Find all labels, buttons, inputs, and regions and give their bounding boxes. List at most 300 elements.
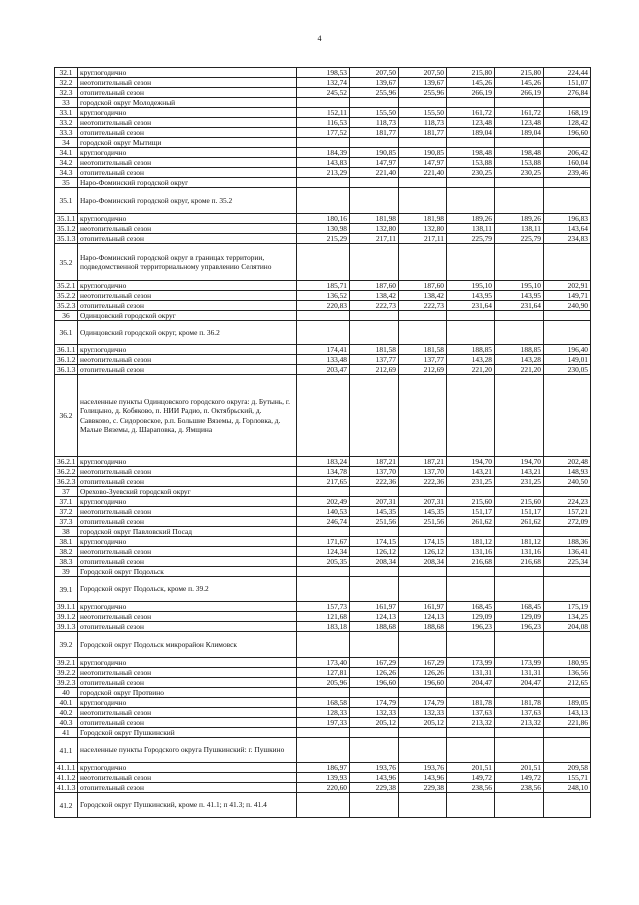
row-value: 147,97 — [350, 158, 399, 168]
row-number: 38 — [55, 527, 78, 537]
row-value — [544, 632, 591, 658]
row-number: 35.2.1 — [55, 281, 78, 291]
row-value: 137,63 — [447, 708, 495, 718]
row-value — [447, 321, 495, 345]
row-number: 39.1.2 — [55, 612, 78, 622]
row-value: 145,26 — [447, 78, 495, 88]
row-value: 131,31 — [495, 668, 544, 678]
row-value: 255,96 — [399, 88, 447, 98]
row-value: 123,48 — [495, 118, 544, 128]
row-value — [447, 487, 495, 497]
row-value: 157,73 — [297, 602, 350, 612]
row-value — [350, 567, 399, 577]
row-value: 246,74 — [297, 517, 350, 527]
row-value: 198,48 — [447, 148, 495, 158]
row-name: неотопительный сезон — [78, 158, 297, 168]
row-name: круглогодично — [78, 68, 297, 78]
row-value — [350, 311, 399, 321]
row-number: 37.2 — [55, 507, 78, 517]
row-value: 155,50 — [399, 108, 447, 118]
row-name: населенные пункты Городского округа Пушкинский: г. Пушкино — [78, 738, 297, 763]
row-value: 131,16 — [447, 547, 495, 557]
row-value: 181,58 — [350, 345, 399, 355]
row-value: 206,42 — [544, 148, 591, 158]
row-value: 116,53 — [297, 118, 350, 128]
row-value — [495, 738, 544, 763]
table-row — [55, 678, 591, 688]
row-value: 181,77 — [350, 128, 399, 138]
row-value: 207,31 — [399, 497, 447, 507]
table-row — [55, 321, 591, 345]
row-value: 161,97 — [399, 602, 447, 612]
row-value: 167,29 — [350, 658, 399, 668]
row-value: 234,83 — [544, 234, 591, 244]
row-value: 153,88 — [495, 158, 544, 168]
row-value — [350, 793, 399, 818]
row-value: 124,34 — [297, 547, 350, 557]
row-value: 181,98 — [350, 214, 399, 224]
row-value: 123,48 — [447, 118, 495, 128]
row-value: 198,53 — [297, 68, 350, 78]
row-value: 225,79 — [495, 234, 544, 244]
row-name: Орехово-Зуевский городской округ — [78, 487, 297, 497]
row-value: 149,72 — [447, 773, 495, 783]
row-number: 41 — [55, 728, 78, 738]
row-value: 187,21 — [350, 457, 399, 467]
row-value — [297, 577, 350, 602]
row-number: 39.1 — [55, 577, 78, 602]
row-value — [495, 98, 544, 108]
row-value — [399, 738, 447, 763]
row-number: 34.1 — [55, 148, 78, 158]
row-value: 220,60 — [297, 783, 350, 793]
row-value — [350, 728, 399, 738]
row-value: 134,78 — [297, 467, 350, 477]
row-value — [544, 244, 591, 281]
row-value: 132,80 — [399, 224, 447, 234]
row-value: 152,11 — [297, 108, 350, 118]
row-number: 37.3 — [55, 517, 78, 527]
table-row — [55, 108, 591, 118]
row-value — [544, 188, 591, 214]
row-name: круглогодично — [78, 537, 297, 547]
row-number: 39.1.3 — [55, 622, 78, 632]
row-number: 39.2.3 — [55, 678, 78, 688]
row-value: 198,48 — [495, 148, 544, 158]
row-value: 251,56 — [350, 517, 399, 527]
row-number: 35 — [55, 178, 78, 188]
tariff-table — [54, 67, 591, 818]
row-value: 222,36 — [399, 477, 447, 487]
table-row — [55, 138, 591, 148]
table-row — [55, 128, 591, 138]
row-value: 137,63 — [495, 708, 544, 718]
row-value — [399, 688, 447, 698]
row-number: 36.2.1 — [55, 457, 78, 467]
row-value — [350, 375, 399, 457]
row-value: 261,62 — [447, 517, 495, 527]
row-number: 33.2 — [55, 118, 78, 128]
row-value: 133,48 — [297, 355, 350, 365]
table-row — [55, 507, 591, 517]
row-value: 136,52 — [297, 291, 350, 301]
table-row — [55, 244, 591, 281]
row-value: 143,13 — [544, 708, 591, 718]
row-value: 148,93 — [544, 467, 591, 477]
row-value — [350, 321, 399, 345]
table-row — [55, 773, 591, 783]
table-row — [55, 477, 591, 487]
row-value: 174,41 — [297, 345, 350, 355]
row-name: неотопительный сезон — [78, 78, 297, 88]
row-value — [350, 188, 399, 214]
row-value: 180,16 — [297, 214, 350, 224]
row-value: 212,69 — [399, 365, 447, 375]
row-value: 174,15 — [350, 537, 399, 547]
row-value — [495, 728, 544, 738]
row-number: 40.1 — [55, 698, 78, 708]
table-row — [55, 98, 591, 108]
row-name: отопительный сезон — [78, 301, 297, 311]
row-number: 40 — [55, 688, 78, 698]
table-row — [55, 224, 591, 234]
row-value: 151,07 — [544, 78, 591, 88]
row-value: 132,33 — [399, 708, 447, 718]
row-value: 173,40 — [297, 658, 350, 668]
tariff-table-body — [55, 68, 591, 818]
table-row — [55, 178, 591, 188]
row-value: 161,97 — [350, 602, 399, 612]
row-number: 35.1 — [55, 188, 78, 214]
row-value: 221,40 — [399, 168, 447, 178]
row-name: неотопительный сезон — [78, 708, 297, 718]
row-value: 153,88 — [447, 158, 495, 168]
row-value: 245,52 — [297, 88, 350, 98]
row-number: 33.3 — [55, 128, 78, 138]
row-value — [447, 577, 495, 602]
table-row — [55, 281, 591, 291]
row-value: 145,35 — [350, 507, 399, 517]
row-name: городской округ Павловский Посад — [78, 527, 297, 537]
row-value: 195,10 — [447, 281, 495, 291]
row-value: 276,84 — [544, 88, 591, 98]
row-number: 38.2 — [55, 547, 78, 557]
row-value: 204,08 — [544, 622, 591, 632]
row-value: 196,60 — [544, 128, 591, 138]
table-row — [55, 783, 591, 793]
row-value: 174,79 — [399, 698, 447, 708]
row-value: 215,29 — [297, 234, 350, 244]
row-name: неотопительный сезон — [78, 118, 297, 128]
row-value — [447, 738, 495, 763]
table-row — [55, 718, 591, 728]
row-value: 137,77 — [350, 355, 399, 365]
row-name: отопительный сезон — [78, 168, 297, 178]
row-name: отопительный сезон — [78, 88, 297, 98]
row-value: 201,51 — [447, 763, 495, 773]
row-value: 189,26 — [495, 214, 544, 224]
row-number: 34.2 — [55, 158, 78, 168]
table-row — [55, 728, 591, 738]
row-value: 222,73 — [350, 301, 399, 311]
row-value: 157,21 — [544, 507, 591, 517]
row-name: круглогодично — [78, 281, 297, 291]
row-value: 124,13 — [350, 612, 399, 622]
row-value — [399, 244, 447, 281]
row-name: неотопительный сезон — [78, 355, 297, 365]
row-value: 224,23 — [544, 497, 591, 507]
row-value: 215,80 — [495, 68, 544, 78]
row-value — [544, 567, 591, 577]
row-value: 196,23 — [447, 622, 495, 632]
row-value: 212,69 — [350, 365, 399, 375]
row-value: 212,65 — [544, 678, 591, 688]
row-value: 215,80 — [447, 68, 495, 78]
row-number: 37.1 — [55, 497, 78, 507]
row-value: 175,19 — [544, 602, 591, 612]
row-number: 38.3 — [55, 557, 78, 567]
row-value — [297, 311, 350, 321]
row-value: 240,90 — [544, 301, 591, 311]
row-value: 139,67 — [399, 78, 447, 88]
row-value: 180,95 — [544, 658, 591, 668]
table-row — [55, 602, 591, 612]
row-name: отопительный сезон — [78, 234, 297, 244]
table-row — [55, 311, 591, 321]
row-name: Городской округ Подольск — [78, 567, 297, 577]
row-value: 231,64 — [495, 301, 544, 311]
row-name: отопительный сезон — [78, 365, 297, 375]
table-row — [55, 632, 591, 658]
row-value — [495, 138, 544, 148]
row-value: 222,36 — [350, 477, 399, 487]
row-value: 132,80 — [350, 224, 399, 234]
row-value: 143,96 — [350, 773, 399, 783]
row-value — [399, 632, 447, 658]
row-value: 222,73 — [399, 301, 447, 311]
row-value: 238,56 — [495, 783, 544, 793]
row-number: 36.2 — [55, 375, 78, 457]
row-value — [297, 178, 350, 188]
row-value: 205,96 — [297, 678, 350, 688]
row-value: 126,26 — [399, 668, 447, 678]
row-value: 132,74 — [297, 78, 350, 88]
row-number: 41.1.1 — [55, 763, 78, 773]
table-row — [55, 658, 591, 668]
row-value — [495, 178, 544, 188]
row-value: 118,73 — [350, 118, 399, 128]
row-value: 130,98 — [297, 224, 350, 234]
row-number: 35.1.1 — [55, 214, 78, 224]
row-name: неотопительный сезон — [78, 773, 297, 783]
page-number: 4 — [317, 34, 322, 43]
row-number: 40.3 — [55, 718, 78, 728]
row-value: 189,04 — [495, 128, 544, 138]
row-name: круглогодично — [78, 214, 297, 224]
table-row — [55, 365, 591, 375]
row-value: 189,04 — [447, 128, 495, 138]
row-value — [350, 577, 399, 602]
row-value: 185,71 — [297, 281, 350, 291]
row-value — [399, 728, 447, 738]
table-row — [55, 698, 591, 708]
row-value — [447, 178, 495, 188]
row-value: 173,99 — [495, 658, 544, 668]
row-name: неотопительный сезон — [78, 547, 297, 557]
row-value: 215,60 — [447, 497, 495, 507]
row-value — [399, 793, 447, 818]
row-value: 189,05 — [544, 698, 591, 708]
row-name: Наро-Фоминский городской округ в границах территории, подведомственной территориальному управлению Селятино — [78, 244, 297, 281]
row-value: 220,83 — [297, 301, 350, 311]
row-value — [544, 178, 591, 188]
row-value: 202,48 — [544, 457, 591, 467]
row-value — [544, 738, 591, 763]
row-value — [399, 98, 447, 108]
row-value: 181,58 — [399, 345, 447, 355]
row-value: 184,39 — [297, 148, 350, 158]
row-value: 131,16 — [495, 547, 544, 557]
row-value: 134,25 — [544, 612, 591, 622]
row-value: 251,56 — [399, 517, 447, 527]
row-value — [447, 632, 495, 658]
table-row — [55, 793, 591, 818]
row-value: 205,12 — [350, 718, 399, 728]
row-value: 266,19 — [447, 88, 495, 98]
row-value — [447, 98, 495, 108]
row-value: 137,70 — [350, 467, 399, 477]
row-number: 34.3 — [55, 168, 78, 178]
row-value: 248,10 — [544, 783, 591, 793]
table-row — [55, 708, 591, 718]
row-value: 221,40 — [350, 168, 399, 178]
row-name: круглогодично — [78, 457, 297, 467]
row-value — [544, 321, 591, 345]
row-value: 196,40 — [544, 345, 591, 355]
row-value: 181,78 — [447, 698, 495, 708]
row-value: 186,97 — [297, 763, 350, 773]
row-value — [447, 244, 495, 281]
table-row — [55, 537, 591, 547]
row-value: 188,36 — [544, 537, 591, 547]
row-value — [350, 632, 399, 658]
row-value: 190,85 — [399, 148, 447, 158]
row-value — [495, 567, 544, 577]
row-name: неотопительный сезон — [78, 224, 297, 234]
row-name: Одинцовский городской округ, кроме п. 36.2 — [78, 321, 297, 345]
row-value: 143,95 — [447, 291, 495, 301]
row-value — [399, 178, 447, 188]
row-number: 35.2.3 — [55, 301, 78, 311]
row-value: 195,10 — [495, 281, 544, 291]
row-value: 216,68 — [495, 557, 544, 567]
row-value — [297, 632, 350, 658]
row-value: 231,25 — [447, 477, 495, 487]
row-value: 205,12 — [399, 718, 447, 728]
row-number: 41.1.3 — [55, 783, 78, 793]
row-value: 240,50 — [544, 477, 591, 487]
row-value — [447, 527, 495, 537]
row-value: 129,09 — [447, 612, 495, 622]
row-value: 137,70 — [399, 467, 447, 477]
table-row — [55, 214, 591, 224]
row-value — [297, 138, 350, 148]
table-row — [55, 188, 591, 214]
row-value — [495, 311, 544, 321]
row-value: 128,33 — [297, 708, 350, 718]
row-number: 32.1 — [55, 68, 78, 78]
row-value: 136,41 — [544, 547, 591, 557]
row-name: отопительный сезон — [78, 477, 297, 487]
table-row — [55, 301, 591, 311]
row-value: 138,11 — [495, 224, 544, 234]
row-value: 128,42 — [544, 118, 591, 128]
row-name: городской округ Молодежный — [78, 98, 297, 108]
row-value: 181,12 — [447, 537, 495, 547]
row-value: 147,97 — [399, 158, 447, 168]
row-value — [447, 188, 495, 214]
row-value — [297, 728, 350, 738]
row-value: 230,05 — [544, 365, 591, 375]
row-value — [447, 688, 495, 698]
row-number: 39.2 — [55, 632, 78, 658]
row-value: 126,12 — [399, 547, 447, 557]
row-value: 171,67 — [297, 537, 350, 547]
row-value: 272,09 — [544, 517, 591, 527]
row-value: 238,56 — [447, 783, 495, 793]
row-name: городской округ Мытищи — [78, 138, 297, 148]
row-value: 190,85 — [350, 148, 399, 158]
row-value — [495, 244, 544, 281]
row-name: Городской округ Пушкинский, кроме п. 41.1; п 41.3; п. 41.4 — [78, 793, 297, 818]
row-value: 229,38 — [399, 783, 447, 793]
row-value: 181,78 — [495, 698, 544, 708]
row-value: 138,42 — [350, 291, 399, 301]
row-value: 230,25 — [447, 168, 495, 178]
row-name: неотопительный сезон — [78, 291, 297, 301]
row-number: 41.1.2 — [55, 773, 78, 783]
row-value — [544, 688, 591, 698]
row-name: круглогодично — [78, 345, 297, 355]
row-value — [399, 567, 447, 577]
row-value: 168,45 — [495, 602, 544, 612]
row-name: неотопительный сезон — [78, 668, 297, 678]
table-row — [55, 557, 591, 567]
row-name: отопительный сезон — [78, 557, 297, 567]
row-value — [495, 487, 544, 497]
row-value — [297, 188, 350, 214]
row-value — [544, 98, 591, 108]
row-value: 151,17 — [495, 507, 544, 517]
table-row — [55, 355, 591, 365]
row-value: 138,42 — [399, 291, 447, 301]
row-value — [495, 632, 544, 658]
row-value — [447, 793, 495, 818]
row-value — [447, 728, 495, 738]
row-number: 39.1.1 — [55, 602, 78, 612]
row-value: 168,45 — [447, 602, 495, 612]
row-value: 137,77 — [399, 355, 447, 365]
row-value: 188,85 — [495, 345, 544, 355]
row-value — [350, 688, 399, 698]
row-name: круглогодично — [78, 602, 297, 612]
row-value — [544, 793, 591, 818]
row-value: 224,44 — [544, 68, 591, 78]
row-value: 221,20 — [447, 365, 495, 375]
row-value: 213,29 — [297, 168, 350, 178]
row-value: 266,19 — [495, 88, 544, 98]
row-value: 202,49 — [297, 497, 350, 507]
